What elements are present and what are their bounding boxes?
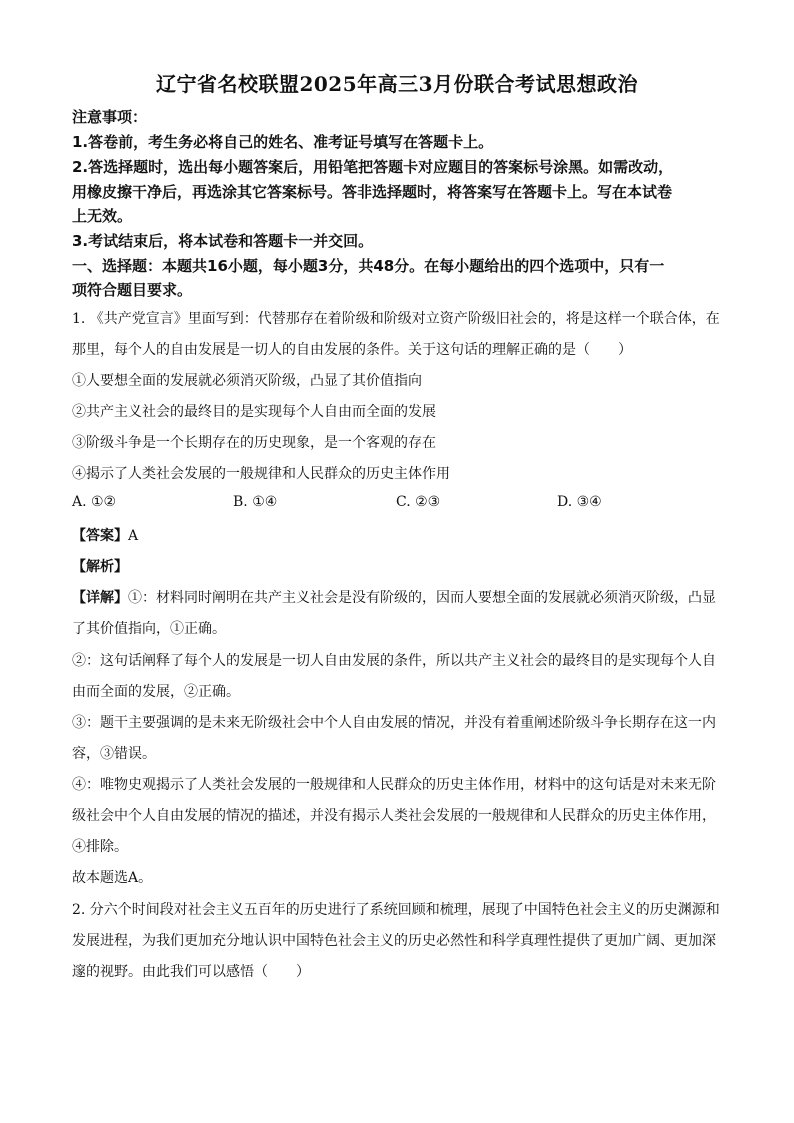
detail-text: ①：材料同时阐明在共产主义社会是没有阶级的，因而人要想全面的发展就必须消灭阶级，凸显	[128, 590, 716, 606]
q1-detail-2: ②：这句话阐释了每个人的发展是一切人自由发展的条件，所以共产主义社会的最终目的是实现每个人自	[72, 653, 716, 669]
q1-statement-1: ①人要想全面的发展就必须消灭阶级，凸显了其价值指向	[72, 373, 422, 389]
q1-detail-4-end: ④排除。	[72, 839, 128, 855]
q1-stem-line-2: 那里，每个人的自由发展是一切人的自由发展的条件。关于这句话的理解正确的是（ ）	[72, 342, 632, 358]
q1-detail-3-cont: 容，③错误。	[72, 746, 156, 762]
q1-analysis	[72, 556, 722, 576]
page-title: 辽宁省名校联盟2025年高三3月份联合考试思想政治	[155, 72, 639, 96]
answer-value: A	[128, 528, 139, 544]
detail-tag: 【详解】	[72, 590, 128, 606]
q1-detail-4-cont: 级社会中个人自由发展的情况的描述，并没有揭示人类社会发展的一般规律和人民群众的历史主体作用，	[72, 808, 716, 824]
q2-stem-line-3: 邃的视野。由此我们可以感悟（ ）	[72, 964, 310, 980]
q1-detail-1-cont: 了其价值指向，①正确。	[72, 621, 226, 637]
q1-stem-line-1: 1. 《共产党宣言》里面写到：代替那存在着阶级和阶级对立资产阶级旧社会的，将是这样一个联合体，在	[72, 311, 720, 327]
q1-detail-4: ④：唯物史观揭示了人类社会发展的一般规律和人民群众的历史主体作用，材料中的这句话是对未来无阶	[72, 777, 716, 793]
q1-option-b: B. ①④	[233, 494, 278, 510]
q1-option-a: A. ①②	[72, 494, 117, 510]
q2-stem-line-1: 2. 分六个时间段对社会主义五百年的历史进行了系统回顾和梳理，展现了中国特色社会主义的历史渊源和	[72, 902, 720, 918]
q1-statement-3: ③阶级斗争是一个长期存在的历史现象，是一个客观的存在	[72, 435, 436, 451]
answer-tag: 【答案】	[72, 528, 128, 544]
q1-option-d: D. ③④	[557, 494, 602, 510]
notice-item-1: 1.答卷前，考生务必将自己的姓名、准考证号填写在答题卡上。	[72, 133, 494, 151]
q1-option-c: C. ②③	[396, 494, 441, 510]
notice-item-2-cont: 用橡皮擦干净后，再选涂其它答案标号。答非选择题时，将答案写在答题卡上。写在本试卷	[72, 183, 673, 201]
notice-item-2: 2.答选择题时，选出每小题答案后，用铅笔把答题卡对应题目的答案标号涂黑。如需改动，	[72, 158, 674, 176]
q1-detail-3: ③：题干主要强调的是未来无阶级社会中个人自由发展的情况，并没有着重阐述阶级斗争长期存在这一内	[72, 715, 716, 731]
q1-conclusion: 故本题选A。	[72, 870, 153, 886]
q1-answer	[72, 525, 722, 545]
q1-statement-2: ②共产主义社会的最终目的是实现每个人自由而全面的发展	[72, 404, 436, 420]
q2-stem-line-2: 发展进程，为我们更加充分地认识中国特色社会主义的历史必然性和科学真理性提供了更加广阔、更加深	[72, 933, 716, 949]
notice-heading: 注意事项：	[72, 108, 148, 126]
analysis-tag: 【解析】	[72, 559, 128, 575]
notice-item-3: 3.考试结束后，将本试卷和答题卡一并交回。	[72, 232, 374, 250]
q1-detail-2-cont: 由而全面的发展，②正确。	[72, 684, 240, 700]
section-heading-cont: 项符合题目要求。	[72, 281, 193, 299]
q1-statement-4: ④揭示了人类社会发展的一般规律和人民群众的历史主体作用	[72, 466, 450, 482]
notice-item-2-end: 上无效。	[72, 207, 133, 225]
q1-detail-1	[72, 587, 722, 607]
section-heading: 一、选择题：本题共16小题，每小题3分，共48分。在每小题给出的四个选项中，只有一	[72, 257, 665, 275]
